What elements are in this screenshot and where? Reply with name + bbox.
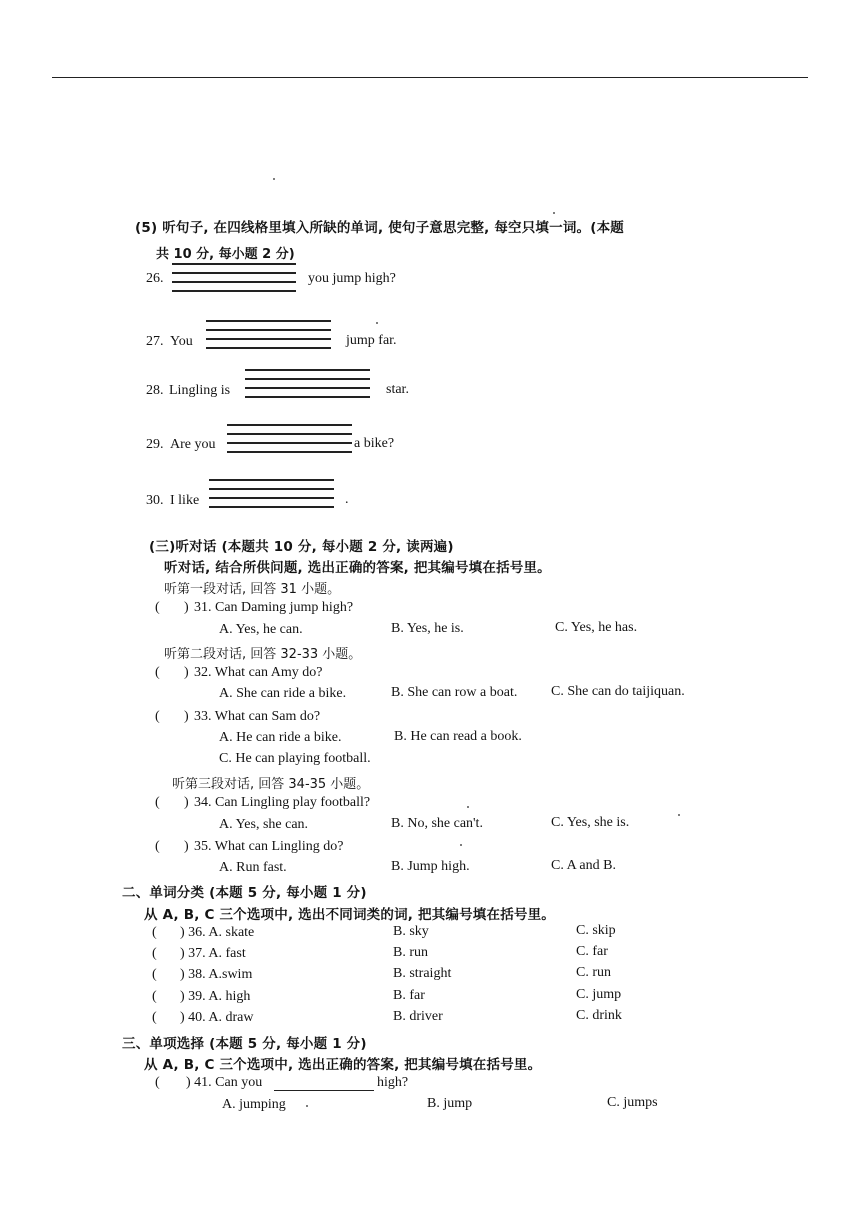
- four-line-grid-26[interactable]: [172, 263, 296, 292]
- q41-question-before: ) 41. Can you: [186, 1075, 263, 1090]
- q35-option-b: B. Jump high.: [391, 859, 470, 874]
- q34-paren-open[interactable]: (: [155, 795, 160, 810]
- header-rule: [52, 77, 808, 78]
- scan-speck: [273, 178, 275, 180]
- part3-instruction: 听对话, 结合所供问题, 选出正确的答案, 把其编号填在括号里。: [164, 560, 551, 576]
- item-30-text-after: .: [345, 492, 349, 507]
- q32-option-b: B. She can row a boat.: [391, 685, 518, 700]
- q41-option-a: A. jumping: [222, 1097, 286, 1112]
- q35-option-c: C. A and B.: [551, 858, 616, 873]
- dialog2-label: 听第二段对话, 回答 32-33 小题。: [164, 647, 362, 662]
- q37-paren[interactable]: (: [152, 946, 157, 961]
- q41-option-b: B. jump: [427, 1096, 473, 1111]
- part-three-instruction: 从 A, B, C 三个选项中, 选出正确的答案, 把其编号填在括号里。: [144, 1057, 542, 1073]
- q31-paren-close: ): [184, 600, 189, 615]
- four-line-grid-28[interactable]: [245, 369, 370, 398]
- item-27-text-before: You: [170, 334, 193, 349]
- section5-heading-line1: (5) 听句子, 在四线格里填入所缺的单词, 使句子意思完整, 每空只填一词。(本题: [135, 220, 624, 236]
- item-29-number: 29.: [146, 437, 164, 452]
- part-two-heading: 二、单词分类 (本题 5 分, 每小题 1 分): [122, 885, 367, 901]
- item-27-text-after: jump far.: [346, 333, 397, 348]
- item-28-text-after: star.: [386, 382, 409, 397]
- four-line-grid-29[interactable]: [227, 424, 352, 453]
- q39-paren[interactable]: (: [152, 989, 157, 1004]
- q40-question: ) 40. A. draw: [180, 1010, 254, 1025]
- q32-option-a: A. She can ride a bike.: [219, 686, 347, 701]
- q37-question: ) 37. A. fast: [180, 946, 246, 961]
- scan-speck: [460, 844, 462, 846]
- q39-question: ) 39. A. high: [180, 989, 251, 1004]
- q36-option-c: C. skip: [576, 923, 616, 938]
- item-26-number: 26.: [146, 271, 164, 286]
- q41-blank[interactable]: [274, 1076, 374, 1095]
- q36-paren[interactable]: (: [152, 925, 157, 940]
- q41-question-after: high?: [377, 1075, 409, 1090]
- q31-paren-open[interactable]: (: [155, 600, 160, 615]
- q32-option-c: C. She can do taijiquan.: [551, 684, 685, 699]
- q35-question: 35. What can Lingling do?: [194, 839, 344, 854]
- q32-paren-close: ): [184, 665, 189, 680]
- q38-option-c: C. run: [576, 965, 611, 980]
- section5-heading-line2: 共 10 分, 每小题 2 分): [156, 247, 295, 262]
- item-28-text-before: Lingling is: [169, 383, 231, 398]
- q34-option-c: C. Yes, she is.: [551, 815, 630, 830]
- q31-option-b: B. Yes, he is.: [391, 621, 464, 636]
- q33-paren-close: ): [184, 709, 189, 724]
- q31-question: 31. Can Daming jump high?: [194, 600, 354, 615]
- q33-option-b: B. He can read a book.: [394, 729, 522, 744]
- scan-speck: [376, 322, 378, 324]
- q37-option-b: B. run: [393, 945, 428, 960]
- q34-paren-close: ): [184, 795, 189, 810]
- q32-paren-open[interactable]: (: [155, 665, 160, 680]
- q38-paren[interactable]: (: [152, 967, 157, 982]
- part-two-instruction: 从 A, B, C 三个选项中, 选出不同词类的词, 把其编号填在括号里。: [144, 907, 556, 923]
- q38-option-b: B. straight: [393, 966, 452, 981]
- q33-question: 33. What can Sam do?: [194, 709, 321, 724]
- item-29-text-after: a bike?: [354, 436, 395, 451]
- q41-paren[interactable]: (: [155, 1075, 160, 1090]
- item-27-number: 27.: [146, 334, 164, 349]
- q39-option-c: C. jump: [576, 987, 622, 1002]
- q40-paren[interactable]: (: [152, 1010, 157, 1025]
- q34-option-b: B. No, she can't.: [391, 816, 483, 831]
- q40-option-c: C. drink: [576, 1008, 622, 1023]
- dialog3-label: 听第三段对话, 回答 34-35 小题。: [172, 777, 370, 792]
- scan-speck: [678, 814, 680, 816]
- q35-option-a: A. Run fast.: [219, 860, 287, 875]
- part-three-heading: 三、单项选择 (本题 5 分, 每小题 1 分): [122, 1036, 367, 1052]
- four-line-grid-27[interactable]: [206, 320, 331, 349]
- q38-question: ) 38. A.swim: [180, 967, 253, 982]
- scan-speck: [306, 1105, 308, 1107]
- q35-paren-open[interactable]: (: [155, 839, 160, 854]
- q31-option-c: C. Yes, he has.: [555, 620, 638, 635]
- scan-speck: [467, 806, 469, 808]
- q34-option-a: A. Yes, she can.: [219, 817, 309, 832]
- item-26-text-after: you jump high?: [308, 271, 396, 286]
- q34-question: 34. Can Lingling play football?: [194, 795, 371, 810]
- q33-option-a: A. He can ride a bike.: [219, 730, 342, 745]
- q37-option-c: C. far: [576, 944, 608, 959]
- part3-heading: (三)听对话 (本题共 10 分, 每小题 2 分, 读两遍): [149, 539, 454, 555]
- q32-question: 32. What can Amy do?: [194, 665, 323, 680]
- q36-question: ) 36. A. skate: [180, 925, 255, 940]
- four-line-grid-30[interactable]: [209, 479, 334, 508]
- q35-paren-close: ): [184, 839, 189, 854]
- scan-speck: [553, 212, 555, 214]
- item-30-number: 30.: [146, 493, 164, 508]
- q31-option-a: A. Yes, he can.: [219, 622, 303, 637]
- q33-paren-open[interactable]: (: [155, 709, 160, 724]
- q41-option-c: C. jumps: [607, 1095, 658, 1110]
- q36-option-b: B. sky: [393, 924, 429, 939]
- item-28-number: 28.: [146, 383, 164, 398]
- dialog1-label: 听第一段对话, 回答 31 小题。: [164, 582, 341, 597]
- item-29-text-before: Are you: [170, 437, 216, 452]
- item-30-text-before: I like: [170, 493, 200, 508]
- q40-option-b: B. driver: [393, 1009, 443, 1024]
- q33-option-c: C. He can playing football.: [219, 751, 371, 766]
- q39-option-b: B. far: [393, 988, 425, 1003]
